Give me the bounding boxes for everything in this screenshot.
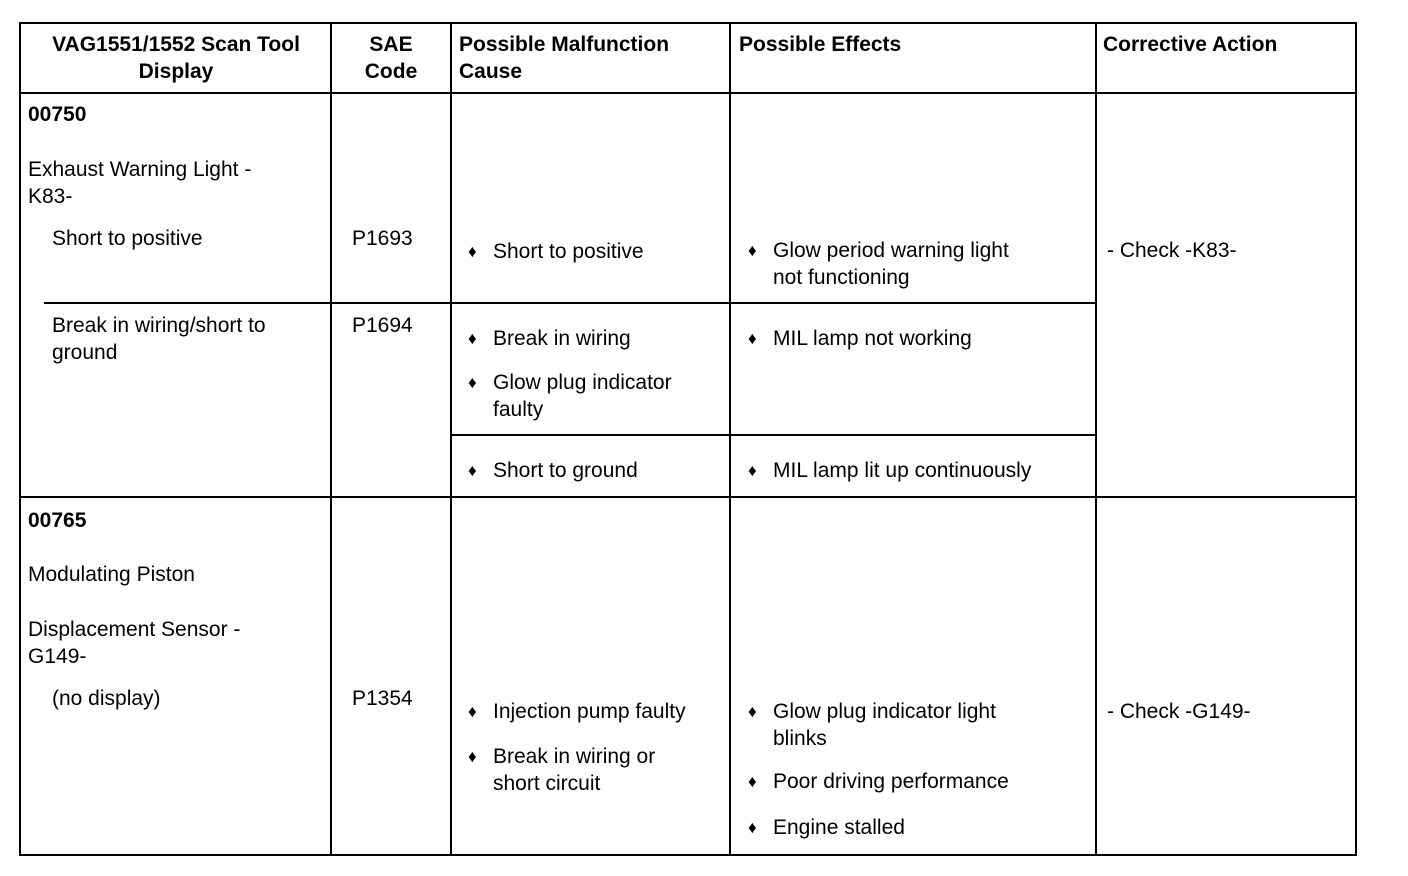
column-divider [1095, 22, 1097, 856]
subrow-divider [44, 302, 1096, 304]
corrective-action: - Check -G149- [1107, 700, 1251, 723]
border-right [1355, 22, 1357, 856]
cause-item: ♦ Break in wiring or short circuit [468, 744, 655, 797]
cause-item: ♦ Injection pump faulty [468, 699, 686, 726]
sae-code: P1694 [352, 314, 413, 337]
effect-item: ♦ MIL lamp not working [748, 326, 972, 353]
scan-display: Short to positive [52, 227, 203, 250]
effect-item: ♦ Glow plug indicator light blinks [748, 699, 996, 752]
sae-code: P1354 [352, 687, 413, 710]
border-top [19, 22, 1357, 24]
row-divider [19, 92, 1357, 94]
header-scan-tool-display: VAG1551/1552 Scan Tool Display [52, 33, 300, 83]
fault-code: 00765 [28, 509, 87, 532]
sae-code: P1693 [352, 227, 413, 250]
component-name: Displacement Sensor - G149- [28, 618, 241, 668]
header-sae-code: SAE Code [364, 33, 418, 83]
effect-item: ♦ Poor driving performance [748, 769, 1009, 796]
component-name: Modulating Piston [28, 563, 195, 586]
cause-item: ♦ Break in wiring [468, 326, 631, 353]
effect-item: ♦ Engine stalled [748, 815, 905, 842]
header-malfunction-cause: Possible Malfunction Cause [459, 33, 670, 83]
header-possible-effects: Possible Effects [739, 33, 902, 56]
cause-item: ♦ Short to positive [468, 239, 644, 266]
effect-item: ♦ Glow period warning light not functioning [748, 238, 1009, 291]
column-divider [729, 22, 731, 856]
component-name: Exhaust Warning Light - K83- [28, 158, 252, 208]
column-divider [330, 22, 332, 856]
row-divider [19, 496, 1357, 498]
header-corrective-action: Corrective Action [1103, 33, 1278, 56]
border-bottom [19, 854, 1357, 856]
cause-item: ♦ Short to ground [468, 458, 638, 485]
scan-display: (no display) [52, 687, 161, 710]
subrow-divider [450, 434, 1096, 436]
scan-display: Break in wiring/short to ground [52, 314, 266, 364]
cause-item: ♦ Glow plug indicator faulty [468, 370, 672, 423]
border-left [19, 22, 21, 856]
fault-code: 00750 [28, 103, 87, 126]
column-divider [450, 22, 452, 856]
corrective-action: - Check -K83- [1107, 239, 1237, 262]
effect-item: ♦ MIL lamp lit up continuously [748, 458, 1031, 485]
